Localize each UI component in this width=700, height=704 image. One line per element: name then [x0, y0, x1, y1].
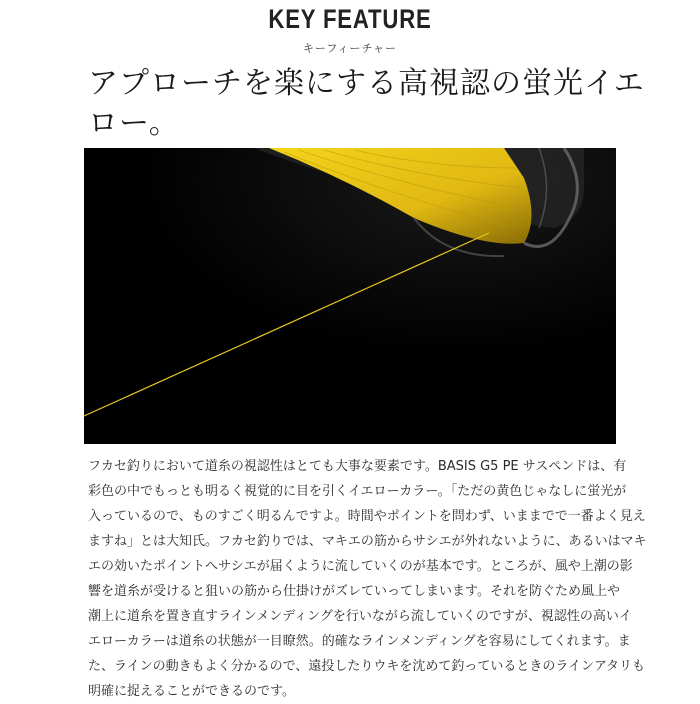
body-line-5: エの効いたポイントへサシエが届くように流していくのが基本です。ところが、風や上潮の影 — [88, 559, 633, 574]
body-line-2: 彩色の中でもっとも明るく視覚的に目を引くイエローカラー。「ただの黄色じゃなしに蛍光が — [88, 484, 627, 499]
product-photo — [84, 148, 616, 444]
section-kicker-subtitle: キーフィーチャー — [302, 42, 398, 55]
body-line-6: 響を道糸が受けると狙いの筋から仕掛けがズレていってしまいます。それを防ぐため風上や — [88, 584, 620, 599]
body-line-10: 明確に捉えることができるのです。 — [88, 684, 295, 699]
body-line-3: 入っているので、ものすごく明るんですよ。時間やポイントを問わず、いままでで一番よく見え — [88, 509, 646, 524]
headline — [88, 64, 648, 144]
body-line-8: エローカラーは道糸の状態が一目瞭然。的確なラインメンディングを容易にしてくれます。ま — [88, 634, 631, 649]
body-line-7: 潮上に道糸を置き直すラインメンディングを行いながら流していくのですが、視認性の高いイ — [88, 609, 632, 624]
headline-line-1: アプローチを楽にする高視認の蛍光イエ — [88, 66, 645, 101]
body-paragraph — [88, 454, 647, 704]
section-kicker: KEY FEATURE — [268, 4, 432, 34]
spool-illustration — [84, 148, 616, 444]
body-line-1: フカセ釣りにおいて道糸の視認性はとても大事な要素です。BASIS G5 PE サスペンドは、有 — [88, 459, 627, 474]
body-line-9: た、ラインの動きもよく分かるので、遠投したりウキを沈めて釣っているときのラインアタリも — [88, 659, 646, 674]
body-line-4: ますね」とは大知氏。フカセ釣りでは、マキエの筋からサシエが外れないように、あるいはマキ — [88, 534, 647, 549]
headline-line-2: ロー。 — [88, 106, 180, 141]
